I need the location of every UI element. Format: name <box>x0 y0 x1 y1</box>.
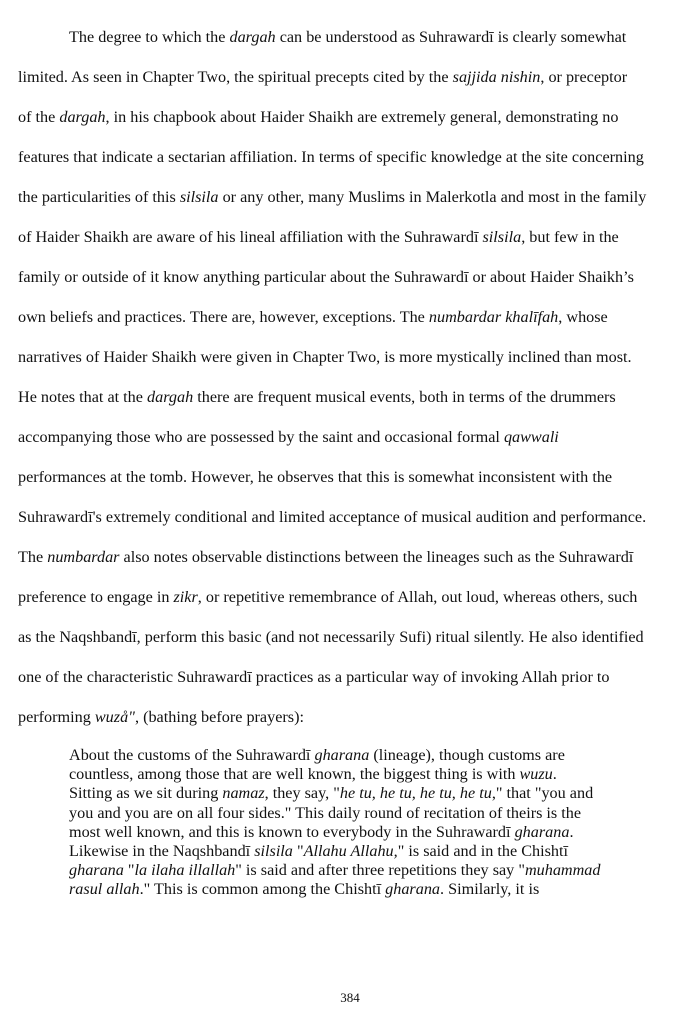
body-text-line <box>18 147 644 167</box>
body-text-line <box>69 27 626 47</box>
italic-term: gharana <box>69 861 124 880</box>
text-run: there are frequent musical events, both in terms of the drummers <box>193 388 616 406</box>
text-run: About the customs of the Suhrawardī <box>69 746 315 764</box>
text-run: you and you are on all four sides." This daily round of recitation of theirs is the <box>69 803 582 822</box>
quote-text-line <box>69 861 600 880</box>
italic-term: gharana <box>514 822 570 841</box>
body-text-line <box>18 427 559 447</box>
quote-text-line <box>69 804 581 823</box>
body-text-line <box>18 67 627 87</box>
italic-term: silsila <box>179 188 219 206</box>
text-run: , in his chapbook about Haider Shaikh are extremely general, demonstrating no <box>105 108 619 126</box>
italic-term: rasul allah <box>69 880 140 899</box>
body-text-line <box>18 227 619 247</box>
italic-term: la ilaha illallah <box>134 861 236 880</box>
text-run: family or outside of it know anything particular about the Suhrawardī or about Haider Shaikh’s <box>18 268 634 286</box>
text-run: own beliefs and practices. There are, however, exceptions. The <box>18 308 429 326</box>
body-text-line <box>18 187 646 207</box>
quote-text-line <box>69 880 539 899</box>
text-run: . <box>552 765 557 784</box>
italic-term: wuzu <box>519 765 553 784</box>
body-text-line <box>18 707 304 727</box>
text-run: The <box>18 548 48 566</box>
text-run: , (bathing before prayers): <box>134 708 304 726</box>
body-text-line <box>18 627 644 647</box>
page-number: 384 <box>340 990 360 1005</box>
text-run: of the <box>18 108 60 126</box>
italic-term: dargah <box>229 28 276 46</box>
italic-term: he tu, he tu, he tu, he tu <box>339 784 492 803</box>
text-run: , but few in the <box>521 228 619 246</box>
text-run: can be understood as Suhrawardī is clearly somewhat <box>275 28 627 46</box>
quote-text-line <box>69 842 568 861</box>
text-run: performing <box>18 708 95 726</box>
text-run: Likewise in the Naqshbandī <box>69 842 255 860</box>
italic-term: qawwali <box>503 428 559 446</box>
text-run: " <box>292 842 304 860</box>
body-text-line <box>18 347 632 367</box>
body-text-line <box>18 387 616 407</box>
quote-text-line <box>69 765 557 784</box>
text-run: , or preceptor <box>540 68 628 86</box>
italic-term: sajjida nishin <box>452 68 541 86</box>
quote-text-line <box>69 784 593 803</box>
body-text-line <box>18 547 633 567</box>
italic-term: numbardar <box>47 548 120 566</box>
text-run: ." This is common among the Chishtī <box>139 880 386 899</box>
italic-term: gharana <box>314 746 370 764</box>
body-text-line <box>18 107 618 127</box>
body-text-line <box>18 587 637 607</box>
text-run: He notes that at the <box>18 388 148 406</box>
text-run: , or repetitive remembrance of Allah, out loud, whereas others, such <box>197 588 638 606</box>
italic-term: silsila <box>254 842 293 860</box>
text-run: Suhrawardī's extremely conditional and limited acceptance of musical audition and performance. <box>18 508 647 526</box>
text-run: (lineage), though customs are <box>369 746 565 764</box>
text-run: one of the characteristic Suhrawardī practices as a particular way of invoking Allah prior to <box>18 668 610 686</box>
body-text-line <box>18 467 612 487</box>
italic-term: gharana <box>385 880 441 899</box>
text-run: also notes observable distinctions between the lineages such as the Suhrawardī <box>119 548 634 566</box>
text-run: of Haider Shaikh are aware of his lineal affiliation with the Suhrawardī <box>18 228 483 246</box>
text-run: Sitting as we sit during <box>69 784 223 803</box>
text-run: " is said and after three repetitions they say " <box>235 861 525 880</box>
text-run: most well known, and this is known to everybody in the Suhrawardī <box>69 822 515 841</box>
italic-term: wuzå" <box>94 708 135 726</box>
text-run: " <box>123 861 135 880</box>
text-run: " is said and in the Chishtī <box>397 842 568 860</box>
italic-term: muhammad <box>524 861 601 880</box>
quote-text-line <box>69 746 565 765</box>
text-run: the particularities of this <box>18 188 180 206</box>
text-run: . Similarly, it is <box>440 880 540 899</box>
text-run: narratives of Haider Shaikh were given in Chapter Two, is more mystically inclined than most. <box>18 348 632 366</box>
body-text-line <box>18 307 608 327</box>
body-text-line <box>18 667 610 687</box>
italic-term: Allahu Allahu, <box>303 842 398 860</box>
italic-term: dargah <box>147 388 194 406</box>
text-run: , they say, " <box>264 784 340 803</box>
text-run: countless, among those that are well known, the biggest thing is with <box>69 765 520 784</box>
text-run: or any other, many Muslims in Malerkotla and most in the family <box>218 188 647 206</box>
text-run: ," that "you and <box>491 784 594 803</box>
italic-term: silsila <box>482 228 522 246</box>
text-run: features that indicate a sectarian affiliation. In terms of specific knowledge at the site concerning <box>18 148 644 166</box>
text-run: as the Naqshbandī, perform this basic (and not necessarily Sufi) ritual silently. He also identified <box>18 628 644 646</box>
text-run: . <box>569 822 574 841</box>
text-run: performances at the tomb. However, he observes that this is somewhat inconsistent with the <box>18 468 613 486</box>
italic-term: namaz <box>222 784 265 803</box>
text-run: preference to engage in <box>18 588 174 606</box>
italic-term: numbardar khalīfah <box>428 308 559 326</box>
text-run: The degree to which the <box>69 28 230 46</box>
italic-term: zikr <box>173 588 198 606</box>
text-run: , whose <box>558 308 608 326</box>
italic-term: dargah <box>59 108 106 126</box>
text-run: accompanying those who are possessed by the saint and occasional formal <box>18 428 504 446</box>
body-text-line <box>18 507 646 527</box>
body-text-line <box>18 267 634 287</box>
text-run: limited. As seen in Chapter Two, the spiritual precepts cited by the <box>18 68 453 86</box>
quote-text-line <box>69 823 573 842</box>
